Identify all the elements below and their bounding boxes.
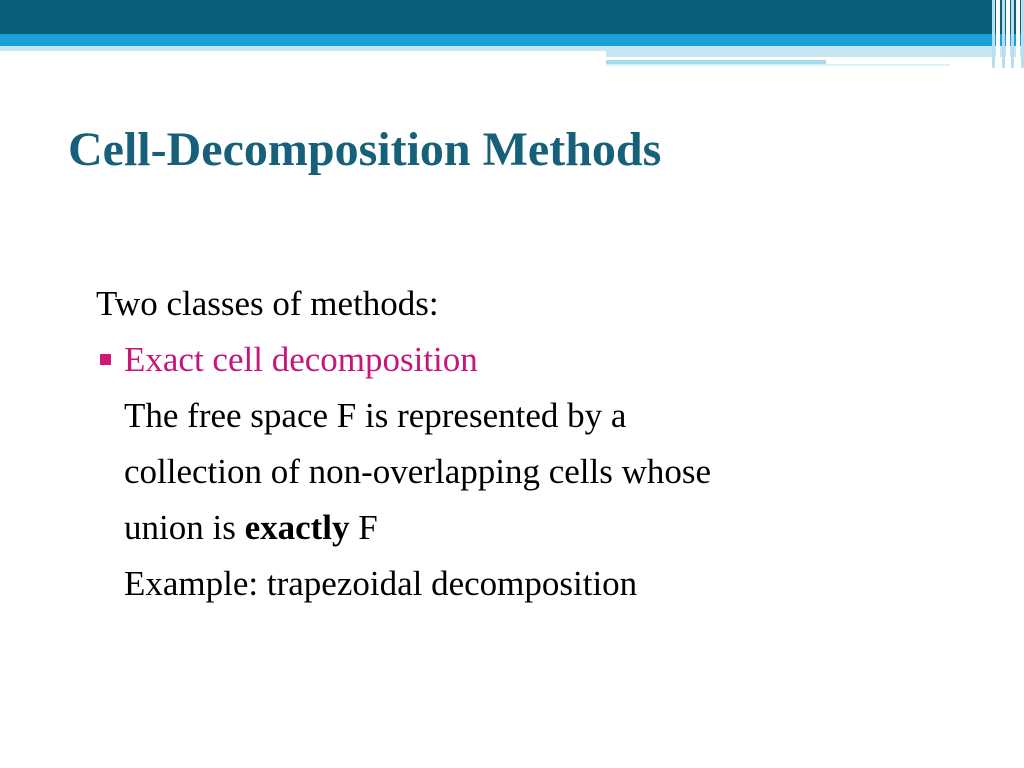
- header-accent-line: [606, 51, 1024, 57]
- intro-text: Two classes of methods:: [96, 284, 439, 323]
- header-accent-line: [606, 64, 950, 66]
- bullet-text: F: [349, 508, 378, 547]
- header-stripes: [992, 0, 1024, 68]
- emphasis-text: exactly: [244, 508, 350, 547]
- bullet-line: Example: trapezoidal decomposition: [124, 564, 638, 603]
- header-banner-blue: [0, 34, 1024, 46]
- bullet-line: collection of non-overlapping cells whose: [124, 452, 712, 491]
- bullet-text: union is: [124, 508, 245, 547]
- header-banner-dark: [0, 0, 1024, 34]
- bullet-item: [96, 332, 956, 612]
- slide-title: Cell-Decomposition Methods: [68, 123, 662, 176]
- slide-body: [96, 276, 956, 612]
- bullet-heading: Exact cell decomposition: [124, 340, 478, 379]
- bullet-line: The free space F is represented by a: [124, 396, 627, 435]
- bullet-line-with-emphasis: [124, 500, 956, 556]
- square-bullet-icon: [100, 354, 111, 365]
